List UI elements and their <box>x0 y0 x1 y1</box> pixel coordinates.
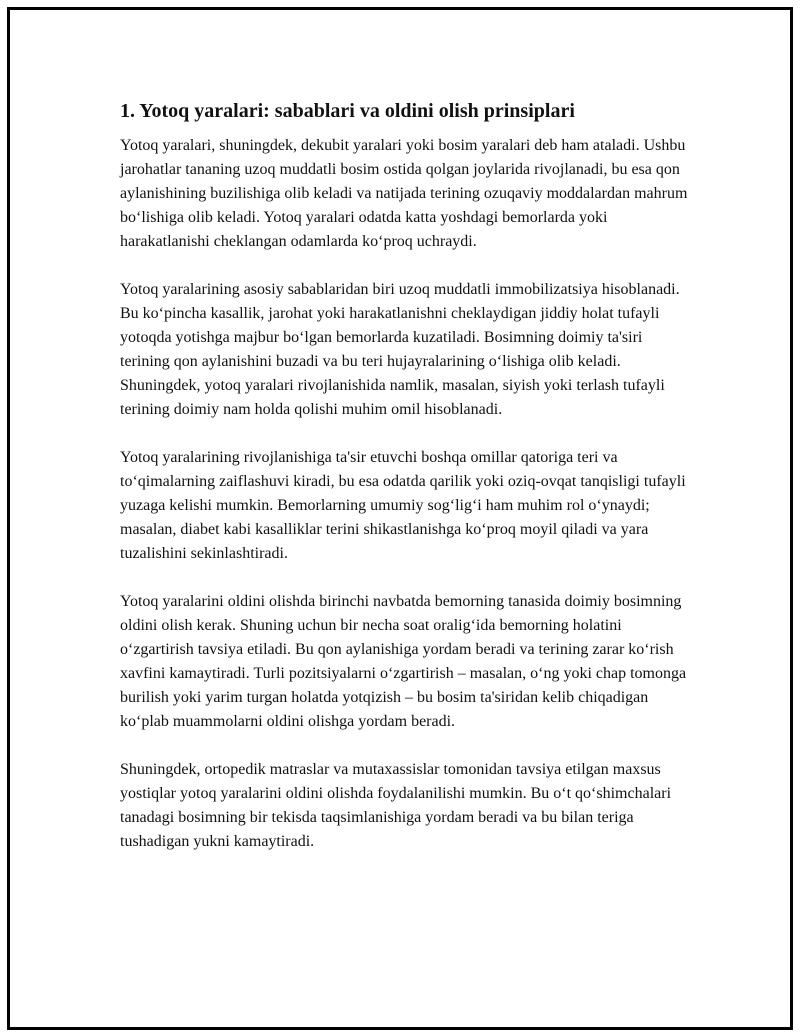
page-frame <box>7 7 793 1030</box>
paragraph-3: Yotoq yaralarining rivojlanishiga ta'sir etuvchi boshqa omillar qatoriga teri va toʻqimalarning zaiflashuvi kiradi, bu esa odatda qarilik yoki oziq-ovqat tanqisligi tufayli yuzaga kelishi mumkin. Bemorlarning umumiy sogʻligʻi ham muhim rol oʻynaydi; masalan, diabet kabi kasalliklar terini shikastlanishga koʻproq moyil qiladi va yara tuzalishini sekinlashtiradi. <box>120 449 686 562</box>
paragraph-4: Yotoq yaralarini oldini olishda birinchi navbatda bemorning tanasida doimiy bosimning oldini olish kerak. Shuning uchun bir necha soat oraligʻida bemorning holatini oʻzgartirish tavsiya etiladi. Bu qon aylanishiga yordam beradi va terining zarar koʻrish xavfini kamaytiradi. Turli pozitsiyalarni oʻzgartirish – masalan, oʻng yoki chap tomonga burilish yoki yarim turgan holatda yotqizish – bu bosim ta'siridan kelib chiqadigan koʻplab muammolarni oldini olishga yordam beradi. <box>120 593 687 730</box>
paragraph-5: Shuningdek, ortopedik matraslar va mutaxassislar tomonidan tavsiya etilgan maxsus yostiqlar yotoq yaralarini oldini olishda foydalanilishi mumkin. Bu oʻt qoʻshimchalari tanadagi bosimning bir tekisda taqsimlanishiga yordam beradi va bu bilan teriga tushadigan yukni kamaytiradi. <box>120 761 672 850</box>
paragraph-1: Yotoq yaralari, shuningdek, dekubit yaralari yoki bosim yaralari deb ham ataladi. Ushbu jarohatlar tananing uzoq muddatli bosim ostida qolgan joylarida rivojlanadi, bu esa qon aylanishining buzilishiga olib keladi va natijada terining ozuqaviy moddalardan mahrum boʻlishiga olib keladi. Yotoq yaralari odatda katta yoshdagi bemorlarda yoki harakatlanishi cheklangan odamlarda koʻproq uchraydi. <box>120 137 688 250</box>
paragraph-2: Yotoq yaralarining asosiy sabablaridan biri uzoq muddatli immobilizatsiya hisoblanadi. Bu koʻpincha kasallik, jarohat yoki harakatlanishni cheklaydigan jiddiy holat tufayli yotoqda yotishga majbur boʻlgan bemorlarda kuzatiladi. Bosimning doimiy ta'siri terining qon aylanishini buzadi va bu teri hujayralarining oʻlishiga olib keladi. Shuningdek, yotoq yaralari rivojlanishida namlik, masalan, siyish yoki terlash tufayli terining doimiy nam holda qolishi muhim omil hisoblanadi. <box>120 281 680 418</box>
document-title: 1. Yotoq yaralari: sabablari va oldini olish prinsiplari <box>120 100 575 122</box>
document-body <box>120 98 692 878</box>
